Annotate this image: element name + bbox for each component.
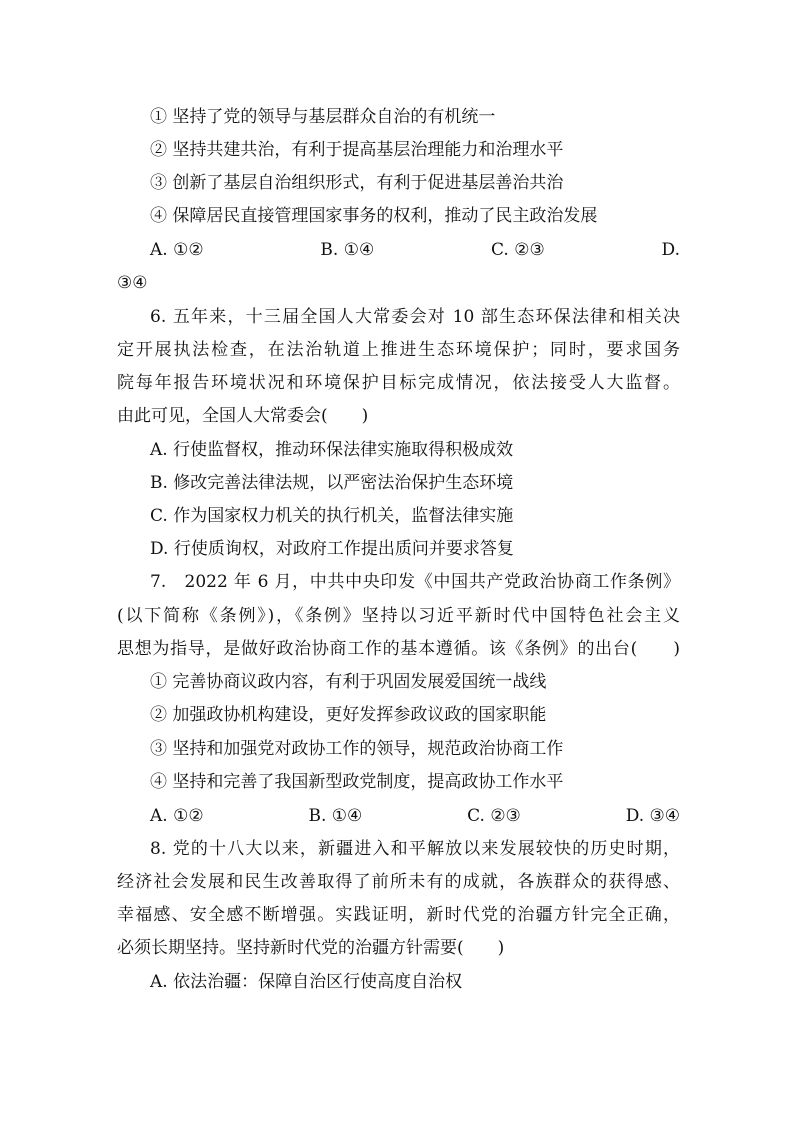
q8-option-a: A. 依法治疆：保障自治区行使高度自治权	[150, 972, 463, 992]
q7-item-1: ① 完善协商议政内容，有利于巩固发展爱国统一战线	[150, 672, 547, 692]
q5-option-a: A. ①②	[150, 240, 204, 260]
q7-option-a: A. ①②	[150, 806, 204, 826]
q7-item-4: ④ 坚持和完善了我国新型政党制度，提高政协工作水平	[150, 772, 564, 792]
q5-option-b: B. ①④	[320, 240, 375, 260]
q8-stem-line-1: 8. 党的十八大以来，新疆进入和平解放以来发展较快的历史时期，	[150, 839, 680, 859]
q7-stem-line-2: (以下简称《条例》)，《条例》坚持以习近平新时代中国特色社会主义	[117, 606, 680, 626]
q7-option-c: C. ②③	[467, 806, 521, 826]
q5-item-3: ③ 创新了基层自治组织形式，有利于促进基层善治共治	[150, 173, 564, 193]
q6-stem-line-3: 院每年报告环境状况和环境保护目标完成情况，依法接受人大监督。	[117, 373, 680, 393]
q7-options	[150, 805, 680, 827]
q6-option-a: A. 行使监督权，推动环保法律实施取得积极成效	[150, 440, 514, 460]
q5-item-1: ① 坚持了党的领导与基层群众自治的有机统一	[150, 107, 496, 127]
q7-item-3: ③ 坚持和加强党对政协工作的领导，规范政治协商工作	[150, 739, 564, 759]
q6-option-c: C. 作为国家权力机关的执行机关，监督法律实施	[150, 506, 514, 526]
q5-option-d-value: ③④	[117, 273, 148, 293]
q7-option-d: D. ③④	[625, 806, 680, 826]
q5-item-2: ② 坚持共建共治，有利于提高基层治理能力和治理水平	[150, 140, 564, 160]
q7-option-b: B. ①④	[308, 806, 363, 826]
q6-stem-line-1: 6. 五年来，十三届全国人大常委会对 10 部生态环保法律和相关决	[150, 307, 680, 327]
q7-item-2: ② 加强政协机构建设，更好发挥参政议政的国家职能	[150, 705, 547, 725]
q5-option-c: C. ②③	[491, 240, 545, 260]
q6-option-b: B. 修改完善法律法规，以严密法治保护生态环境	[150, 473, 514, 493]
q5-options	[150, 239, 680, 261]
q8-stem-line-2: 经济社会发展和民生改善取得了前所未有的成就，各族群众的获得感、	[117, 872, 680, 892]
q6-option-d: D. 行使质询权，对政府工作提出质问并要求答复	[150, 539, 514, 559]
q5-item-4: ④ 保障居民直接管理国家事务的权利，推动了民主政治发展	[150, 206, 598, 226]
q6-stem-line-4: 由此可见，全国人大常委会( )	[117, 406, 369, 426]
q6-stem-line-2: 定开展执法检查，在法治轨道上推进生态环境保护；同时，要求国务	[117, 340, 680, 360]
q8-stem-line-3: 幸福感、安全感不断增强。实践证明，新时代党的治疆方针完全正确，	[117, 905, 680, 925]
q5-option-d: D.	[661, 240, 680, 260]
q7-stem-line-3: 思想为指导，是做好政治协商工作的基本遵循。该《条例》的出台( )	[117, 639, 680, 659]
q8-stem-line-4: 必须长期坚持。坚持新时代党的治疆方针需要( )	[117, 938, 505, 958]
q7-stem-line-1: 7. 2022 年 6 月，中共中央印发《中国共产党政治协商工作条例》	[150, 572, 680, 592]
